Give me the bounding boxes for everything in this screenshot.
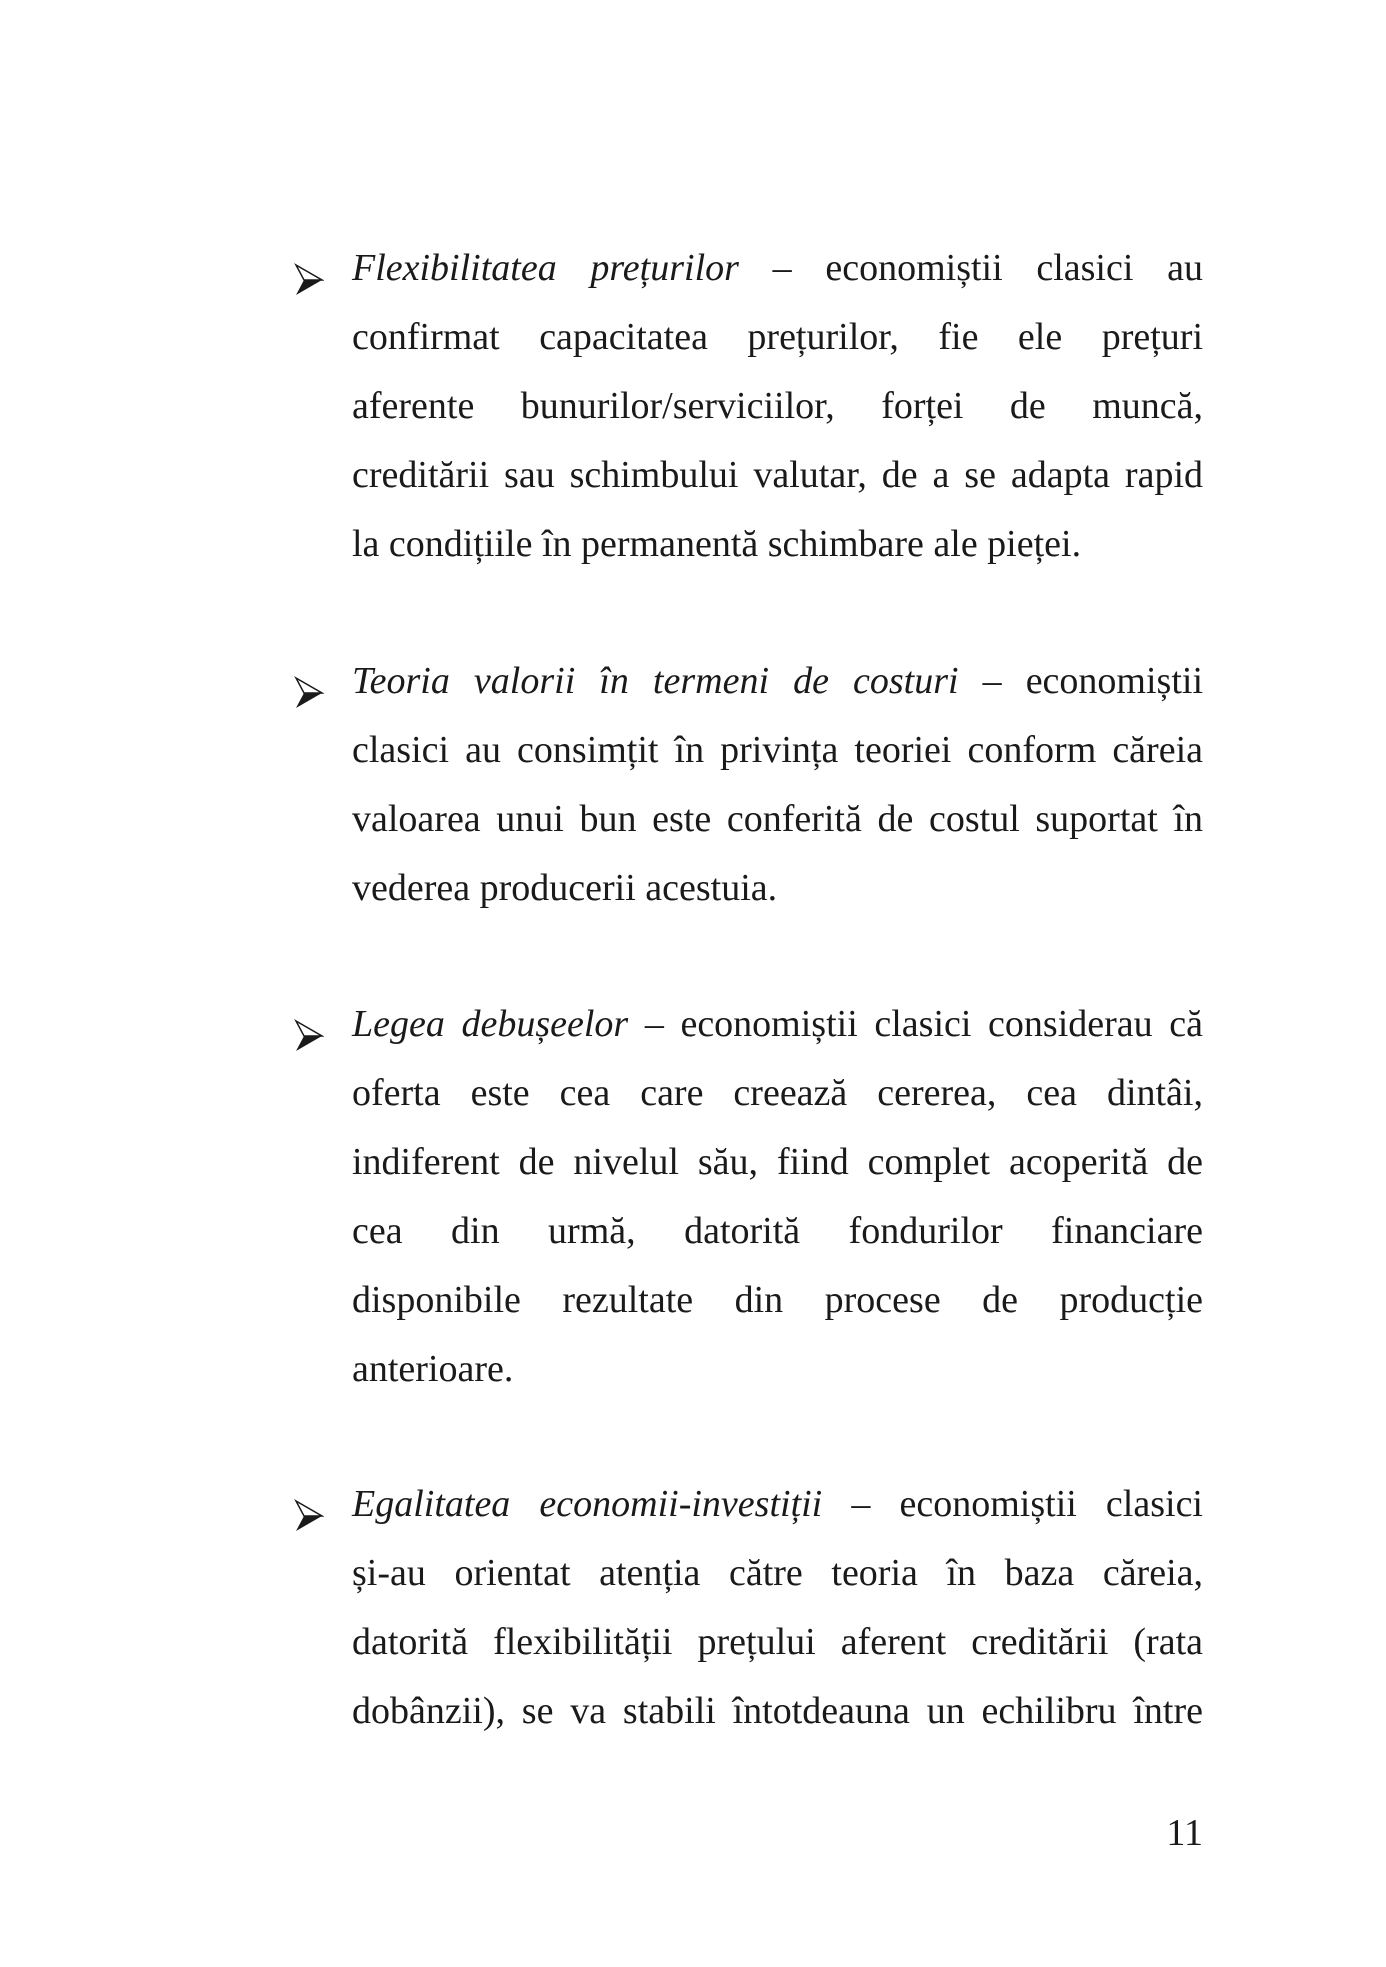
- bullet-paragraph: [352, 647, 1203, 923]
- page-number: 11: [1166, 1812, 1203, 1854]
- arrowhead-bullet-icon: [294, 251, 324, 285]
- text-line: oferta este cea care creează cererea, cea dintâi,: [352, 1072, 1203, 1114]
- term: Legea debușeelor: [352, 1003, 629, 1045]
- definition-start: – economiștii: [958, 660, 1203, 702]
- text-line: datorită flexibilității prețului aferent creditării (rata: [352, 1621, 1203, 1663]
- text-line: [352, 234, 1203, 303]
- arrowhead-bullet-icon: [294, 664, 324, 698]
- term: Egalitatea economii-investiții: [352, 1483, 823, 1525]
- arrowhead-bullet-icon: [294, 1007, 324, 1041]
- text-line: cea din urmă, datorită fondurilor financiare: [352, 1210, 1203, 1252]
- definition-start: – economiștii clasici au: [738, 247, 1203, 289]
- text-line: valoarea unui bun este conferită de costul suportat în: [352, 798, 1203, 840]
- text-line: la condițiile în permanentă schimbare ale pieței.: [352, 523, 1082, 565]
- text-line: anterioare.: [352, 1348, 514, 1390]
- text-line: [352, 990, 1203, 1059]
- term: Teoria valorii în termeni de costuri: [352, 660, 959, 702]
- text-line: [352, 1470, 1203, 1539]
- term: Flexibilitatea prețurilor: [352, 247, 739, 289]
- text-line: indiferent de nivelul său, fiind complet acoperită de: [352, 1141, 1203, 1183]
- text-line: clasici au consimțit în privința teoriei conform căreia: [352, 729, 1203, 771]
- text-line: [352, 647, 1203, 716]
- text-line: confirmat capacitatea prețurilor, fie ele prețuri: [352, 316, 1203, 358]
- text-line: disponibile rezultate din procese de producție: [352, 1279, 1203, 1321]
- text-line: și-au orientat atenția către teoria în baza căreia,: [352, 1552, 1203, 1594]
- bullet-paragraph: [352, 990, 1203, 1404]
- text-line: vederea producerii acestuia.: [352, 867, 778, 909]
- text-line: creditării sau schimbului valutar, de a se adapta rapid: [352, 454, 1203, 496]
- bullet-paragraph: [352, 1470, 1203, 1746]
- definition-start: – economiștii clasici considerau că: [628, 1003, 1203, 1045]
- text-line: dobânzii), se va stabili întotdeauna un echilibru între: [352, 1690, 1203, 1732]
- text-line: aferente bunurilor/serviciilor, forței de muncă,: [352, 385, 1203, 427]
- bullet-paragraph: [352, 234, 1203, 579]
- definition-start: – economiștii clasici: [822, 1483, 1203, 1525]
- arrowhead-bullet-icon: [294, 1487, 324, 1521]
